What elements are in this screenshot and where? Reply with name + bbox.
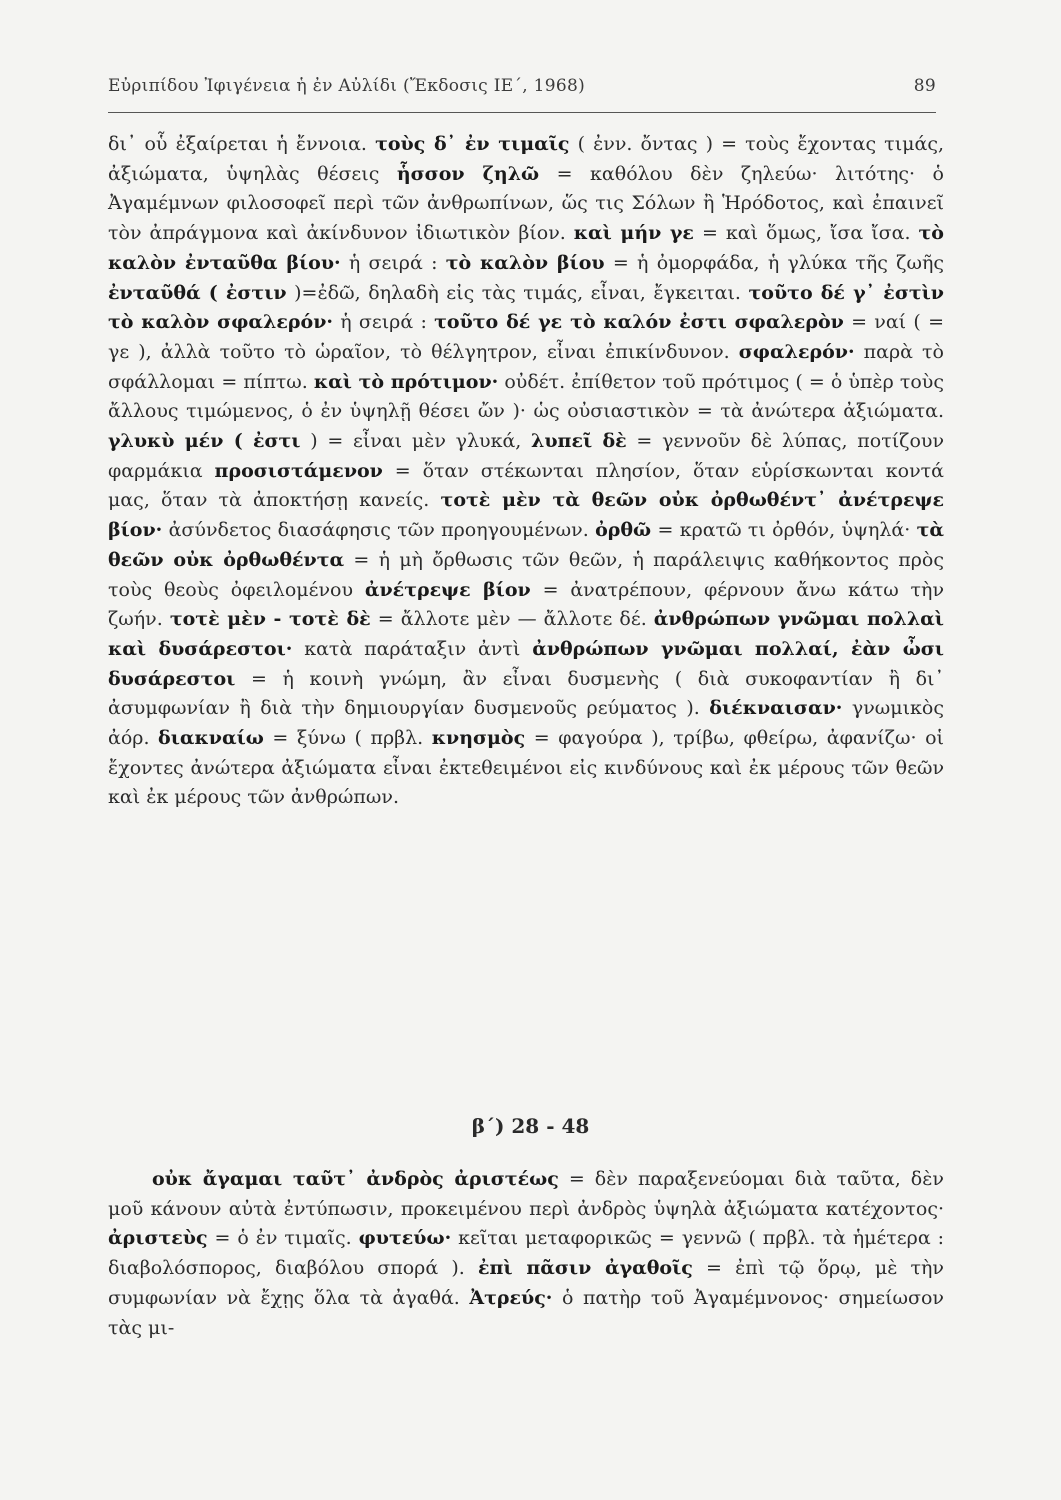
commentary-text: δι᾽ οὗ ἐξαίρεται ἡ ἔννοια. [108,133,376,155]
commentary-text: = ξύνω ( πρβλ. [263,727,432,750]
commentary-text: παρὰ τὸ σφάλλομαι = πίπτω. [108,340,944,393]
running-header [108,76,936,96]
section-heading: β΄) 28 - 48 [471,1114,590,1138]
lemma-term: λυπεῖ δὲ [531,430,627,453]
lemma-term: ἧσσον ζηλῶ [396,162,540,185]
commentary-block-1 [108,130,944,813]
commentary-text: = ἡ μὴ ὄρθωσις τῶν θεῶν, ἡ παράλειψις καθήκοντος πρὸς τοὺς θεοὺς ὀφειλομένου [108,548,944,601]
commentary-paragraph [108,1165,944,1343]
commentary-text: = ἐπὶ τῷ ὅρῳ, μὲ τὴν συμφωνίαν νὰ ἔχῃς ὅλα τὰ ἀγαθά. [108,1257,944,1309]
commentary-text: = ἡ κοινὴ γνώμη, ἂν εἶναι δυσμενὴς ( διὰ συκοφαντίαν ἢ δι᾽ ἀσυμφωνίαν ἢ διὰ τὴν δημιουργίαν δυσμενοῦς ρεύματος ). [108,667,944,720]
commentary-text: = καθόλου δὲν ζηλεύω· λιτότης· ὁ Ἀγαμέμνων φιλοσοφεῖ περὶ τῶν ἀνθρωπίνων, ὥς τις Σόλων ἢ Ἡρόδοτος, καὶ ἐπαινεῖ τὸν ἀπράγμονα καὶ ἀκίνδυνον ἰδιωτικὸν βίον. [108,162,944,245]
lemma-term: τὸ καλὸν ἐνταῦθα βίου· [108,222,944,274]
commentary-text: κεῖται μεταφορικῶς = γεννῶ ( πρβλ. τὰ ἡμέτερα : διαβολόσπορος, διαβόλου σπορά ). [108,1227,944,1280]
lemma-term: τοτὲ μὲν τὰ θεῶν οὐκ ὀρθωθέντ᾽ ἀνέτρεψε βίον· [108,489,944,542]
commentary-text: γνωμικὸς ἀόρ. [108,697,944,750]
lemma-term: ἀνθρώπων γνῶμαι πολλαί, ἐὰν ὦσι δυσάρεστοι [108,637,944,690]
commentary-text: = δὲν παραξενεύομαι διὰ ταῦτα, δὲν μοῦ κάνουν αὐτὰ ἐντύπωσιν, προκειμένου περὶ ἀνδρὸς ὑψηλὰ ἀξιώματα κατέχοντος· [108,1168,944,1220]
commentary-text: = κρατῶ τι ὀρθόν, ὑψηλά· [651,519,917,542]
lemma-term: ὀρθῶ [595,519,652,542]
lemma-term: τὸ καλὸν βίου [445,251,605,274]
lemma-term: διακναίω [158,727,264,750]
lemma-term: ἐπὶ πᾶσιν ἀγαθοῖς [477,1257,693,1280]
lemma-term: κνησμὸς [431,727,526,750]
lemma-term: καὶ μήν γε [573,222,694,245]
lemma-term: ἐνταῦθά ( ἐστιν [108,281,287,304]
lemma-term: γλυκὺ μέν ( ἐστι [108,430,301,453]
lemma-term: καὶ τὸ πρότιμον· [313,370,499,393]
lemma-term: τοὺς δ᾽ ἐν τιμαῖς [375,133,570,155]
lemma-term: προσιστάμενον [214,459,383,482]
commentary-text: ἀσύνδετος διασάφησις τῶν προηγουμένων. [162,519,596,542]
commentary-text: = γεννοῦν δὲ λύπας, ποτίζουν φαρμάκια [108,430,944,482]
lemma-term: τοτὲ μὲν - τοτὲ δὲ [169,608,371,631]
commentary-text: )=ἐδῶ, δηλαδὴ εἰς τὰς τιμάς, εἶναι, ἔγκειται. [286,281,749,304]
commentary-text: = ἄλλοτε μὲν — ἄλλοτε δέ. [370,608,654,631]
commentary-text: = ἀνατρέπουν, φέρνουν ἄνω κάτω τὴν ζωήν. [108,578,944,631]
lemma-term: ἀνθρώπων γνῶμαι πολλαὶ καὶ δυσάρεστοι· [108,608,944,660]
lemma-term: τοῦτο δέ γε τὸ καλόν ἐστι σφαλερὸν [434,311,844,334]
commentary-text: = ναί ( = γε ), ἀλλὰ τοῦτο τὸ ὡραῖον, τὸ θέλγητρον, εἶναι ἐπικίνδυνον. [108,311,944,363]
commentary-paragraph [108,130,944,813]
commentary-text: ὁ πατὴρ τοῦ Ἀγαμέμνονος· σημείωσον τὰς μι- [108,1286,944,1339]
lemma-term: ἀνέτρεψε βίον [364,578,531,601]
running-title: Εὐριπίδου Ἰφιγένεια ἡ ἐν Αὐλίδι (Ἔκδοσις ΙΕ΄, 1968) [108,76,586,96]
lemma-term: οὐκ ἄγαμαι ταῦτ᾽ ἀνδρὸς ἀριστέως [152,1168,559,1190]
commentary-text: = ὅταν στέκωνται πλησίον, ὅταν εὑρίσκωνται κοντά μας, ὅταν τὰ ἀποκτήσῃ κανείς. [108,459,944,512]
commentary-text: ) = εἶναι μὲν γλυκά, [300,430,532,453]
lemma-term: τοῦτο δέ γ᾽ ἐστὶν τὸ καλὸν σφαλερόν· [108,281,944,334]
lemma-term: Ἀτρεύς· [469,1286,553,1309]
commentary-text: = φαγούρα ), τρίβω, φθείρω, ἀφανίζω· οἱ ἔχοντες ἀνώτερα ἀξιώματα εἶναι ἐκτεθειμένοι εἰς κινδύνους καὶ ἐκ μέρους τῶν θεῶν καὶ ἐκ μέρους τῶν ἀνθρώπων. [108,727,945,809]
lemma-term: φυτεύω· [358,1227,452,1250]
lemma-term: τὰ θεῶν οὐκ ὀρθωθέντα [108,519,944,571]
lemma-term: ἀριστεὺς [108,1227,208,1250]
lemma-term: σφαλερόν· [738,340,855,363]
commentary-text: ἡ σειρά : [333,311,435,334]
commentary-text: = ἡ ὀμορφάδα, ἡ γλύκα τῆς ζωῆς [604,251,944,274]
commentary-text: οὐδέτ. ἐπίθετον τοῦ πρότιμος ( = ὁ ὑπὲρ τοὺς ἄλλους τιμώμενος, ὁ ἐν ὑψηλῇ θέσει ὤν )· ὡς οὐσιαστικὸν = τὰ ἀνώτερα ἀξιώματα. [108,370,944,423]
lemma-term: διέκναισαν· [709,697,843,720]
page-number: 89 [913,76,936,96]
commentary-text: ( ἐνν. ὄντας ) = τοὺς ἔχοντας τιμάς, ἀξιώματα, ὑψηλὰς θέσεις [108,133,945,185]
commentary-text: = καὶ ὅμως, ἴσα ἴσα. [693,222,919,245]
commentary-text: = ὁ ἐν τιμαῖς. [207,1227,359,1250]
commentary-text: κατὰ παράταξιν ἀντὶ [292,637,533,660]
commentary-block-2 [108,1165,944,1343]
commentary-text: ἡ σειρά : [340,251,446,274]
header-rule [108,112,936,113]
